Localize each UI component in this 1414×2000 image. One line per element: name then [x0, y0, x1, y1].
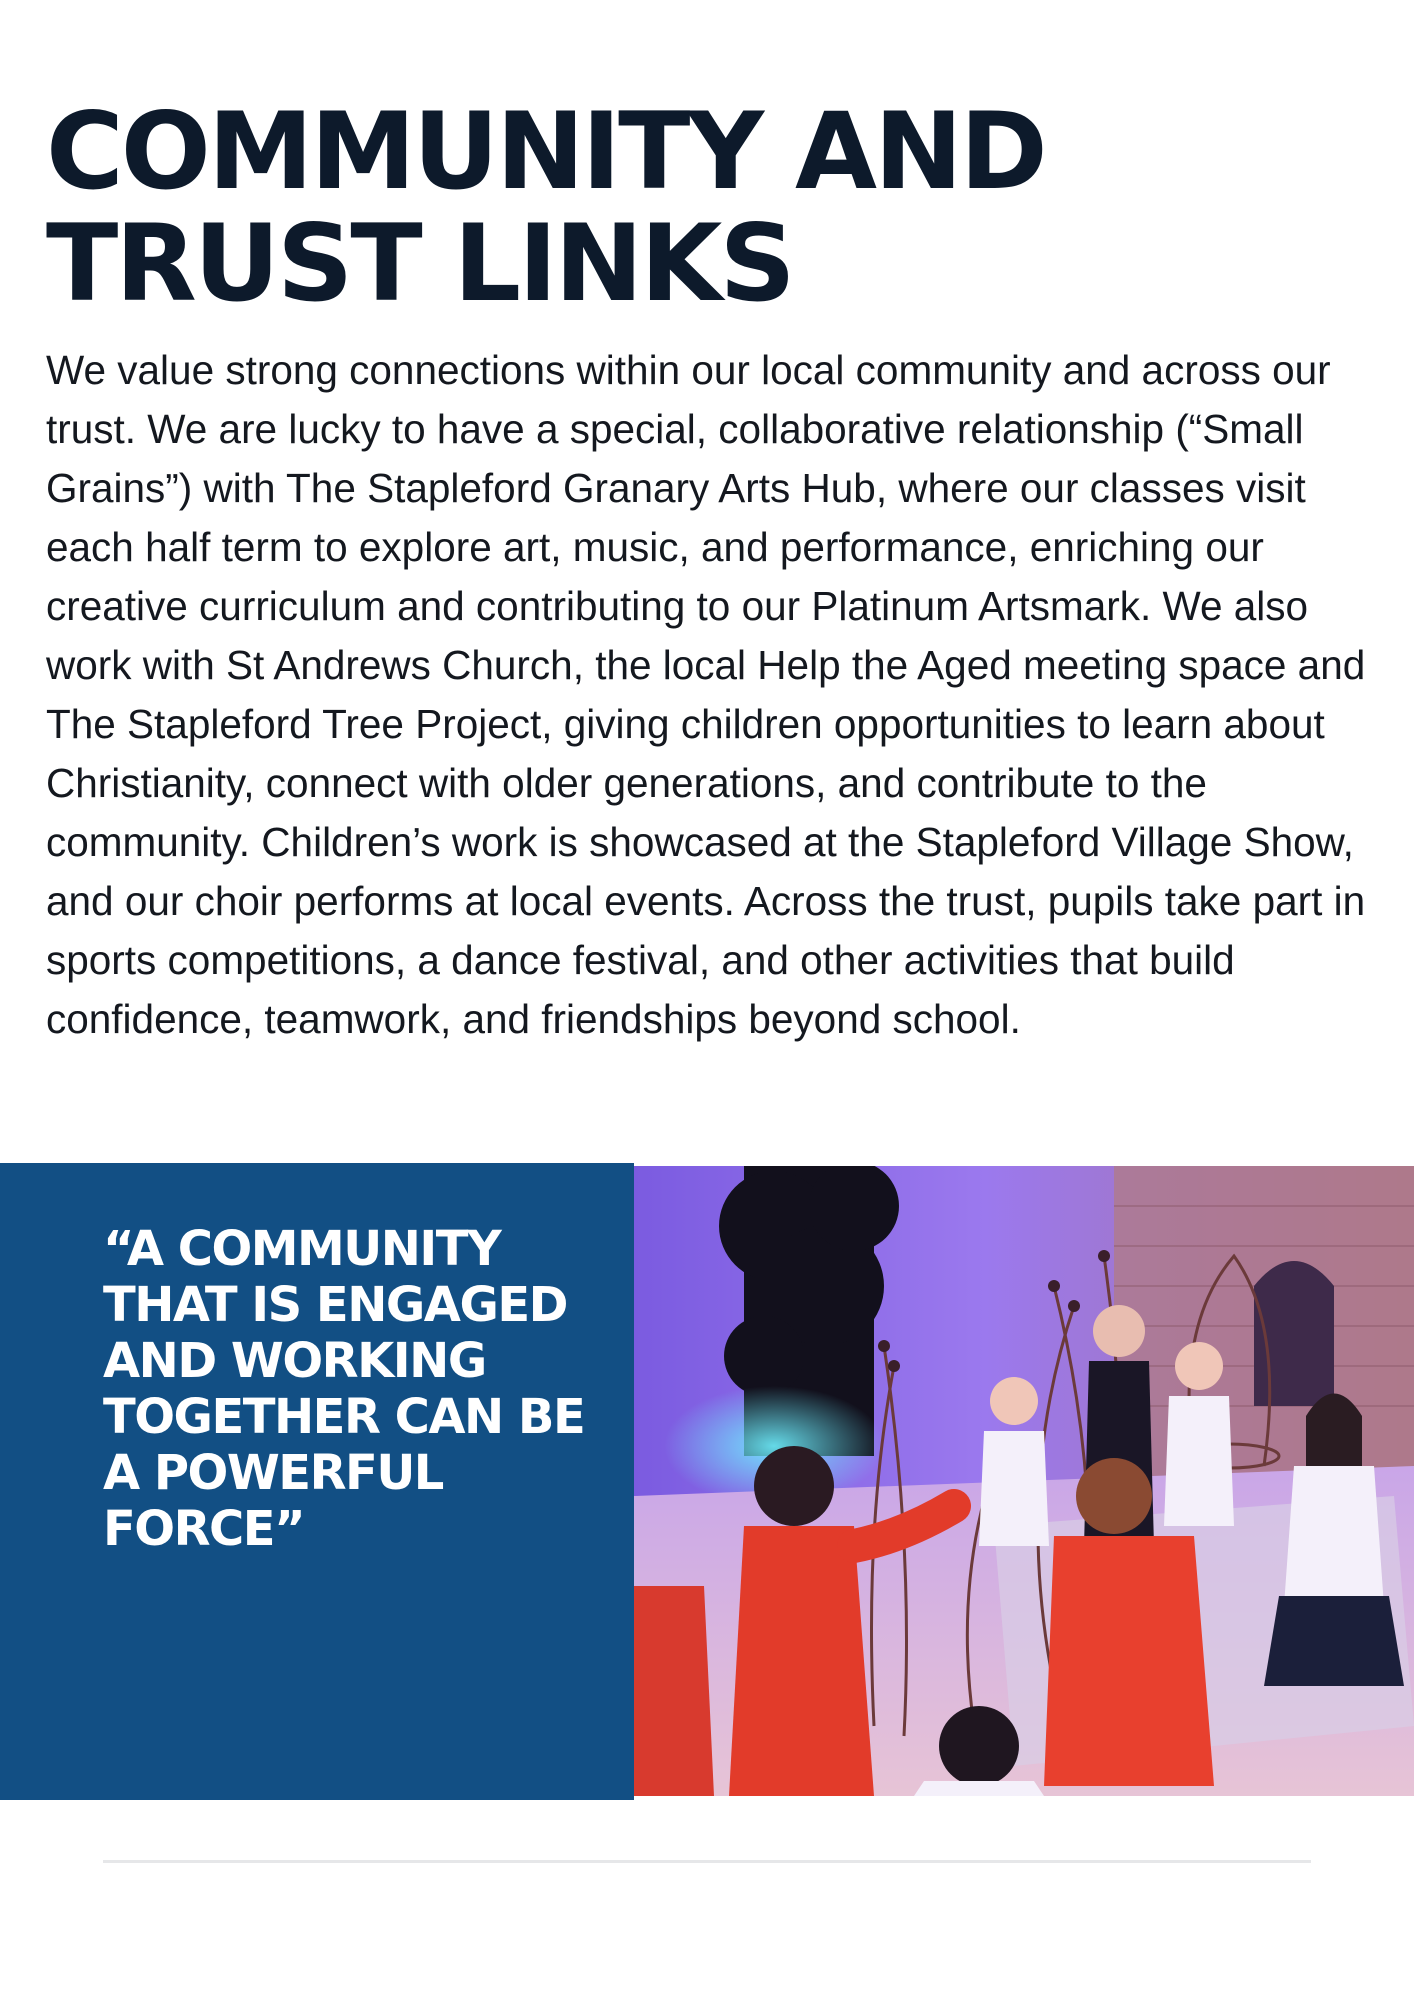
- children-art-photo: [634, 1166, 1414, 1796]
- footer-divider: [103, 1860, 1311, 1863]
- quote-panel: [0, 1163, 634, 1800]
- pull-quote: “A COMMUNITY THAT IS ENGAGED AND WORKING TOGETHER CAN BE A POWERFUL FORCE”: [103, 1221, 585, 1557]
- photo-illustration: [634, 1166, 1414, 1796]
- page-title: COMMUNITY AND TRUST LINKS: [46, 90, 1045, 325]
- body-paragraph: We value strong connections within our local community and across our trust. We are lucky to have a special, collaborative relationship (“Small Grains”) with The Stapleford Granary Arts Hub, where our classes visit each half term to explore art, music, and performance, enriching our creative curriculum and contributing to our Platinum Artsmark. We also work with St Andrews Church, the local Help the Aged meeting space and The Stapleford Tree Project, giving children opportunities to learn about Christianity, connect with older generations, and contribute to the community. Children’s work is showcased at the Stapleford Village Show, and our choir performs at local events. Across the trust, pupils take part in sports competitions, a dance festival, and other activities that build confidence, teamwork, and friendships beyond school.: [46, 347, 1366, 1042]
